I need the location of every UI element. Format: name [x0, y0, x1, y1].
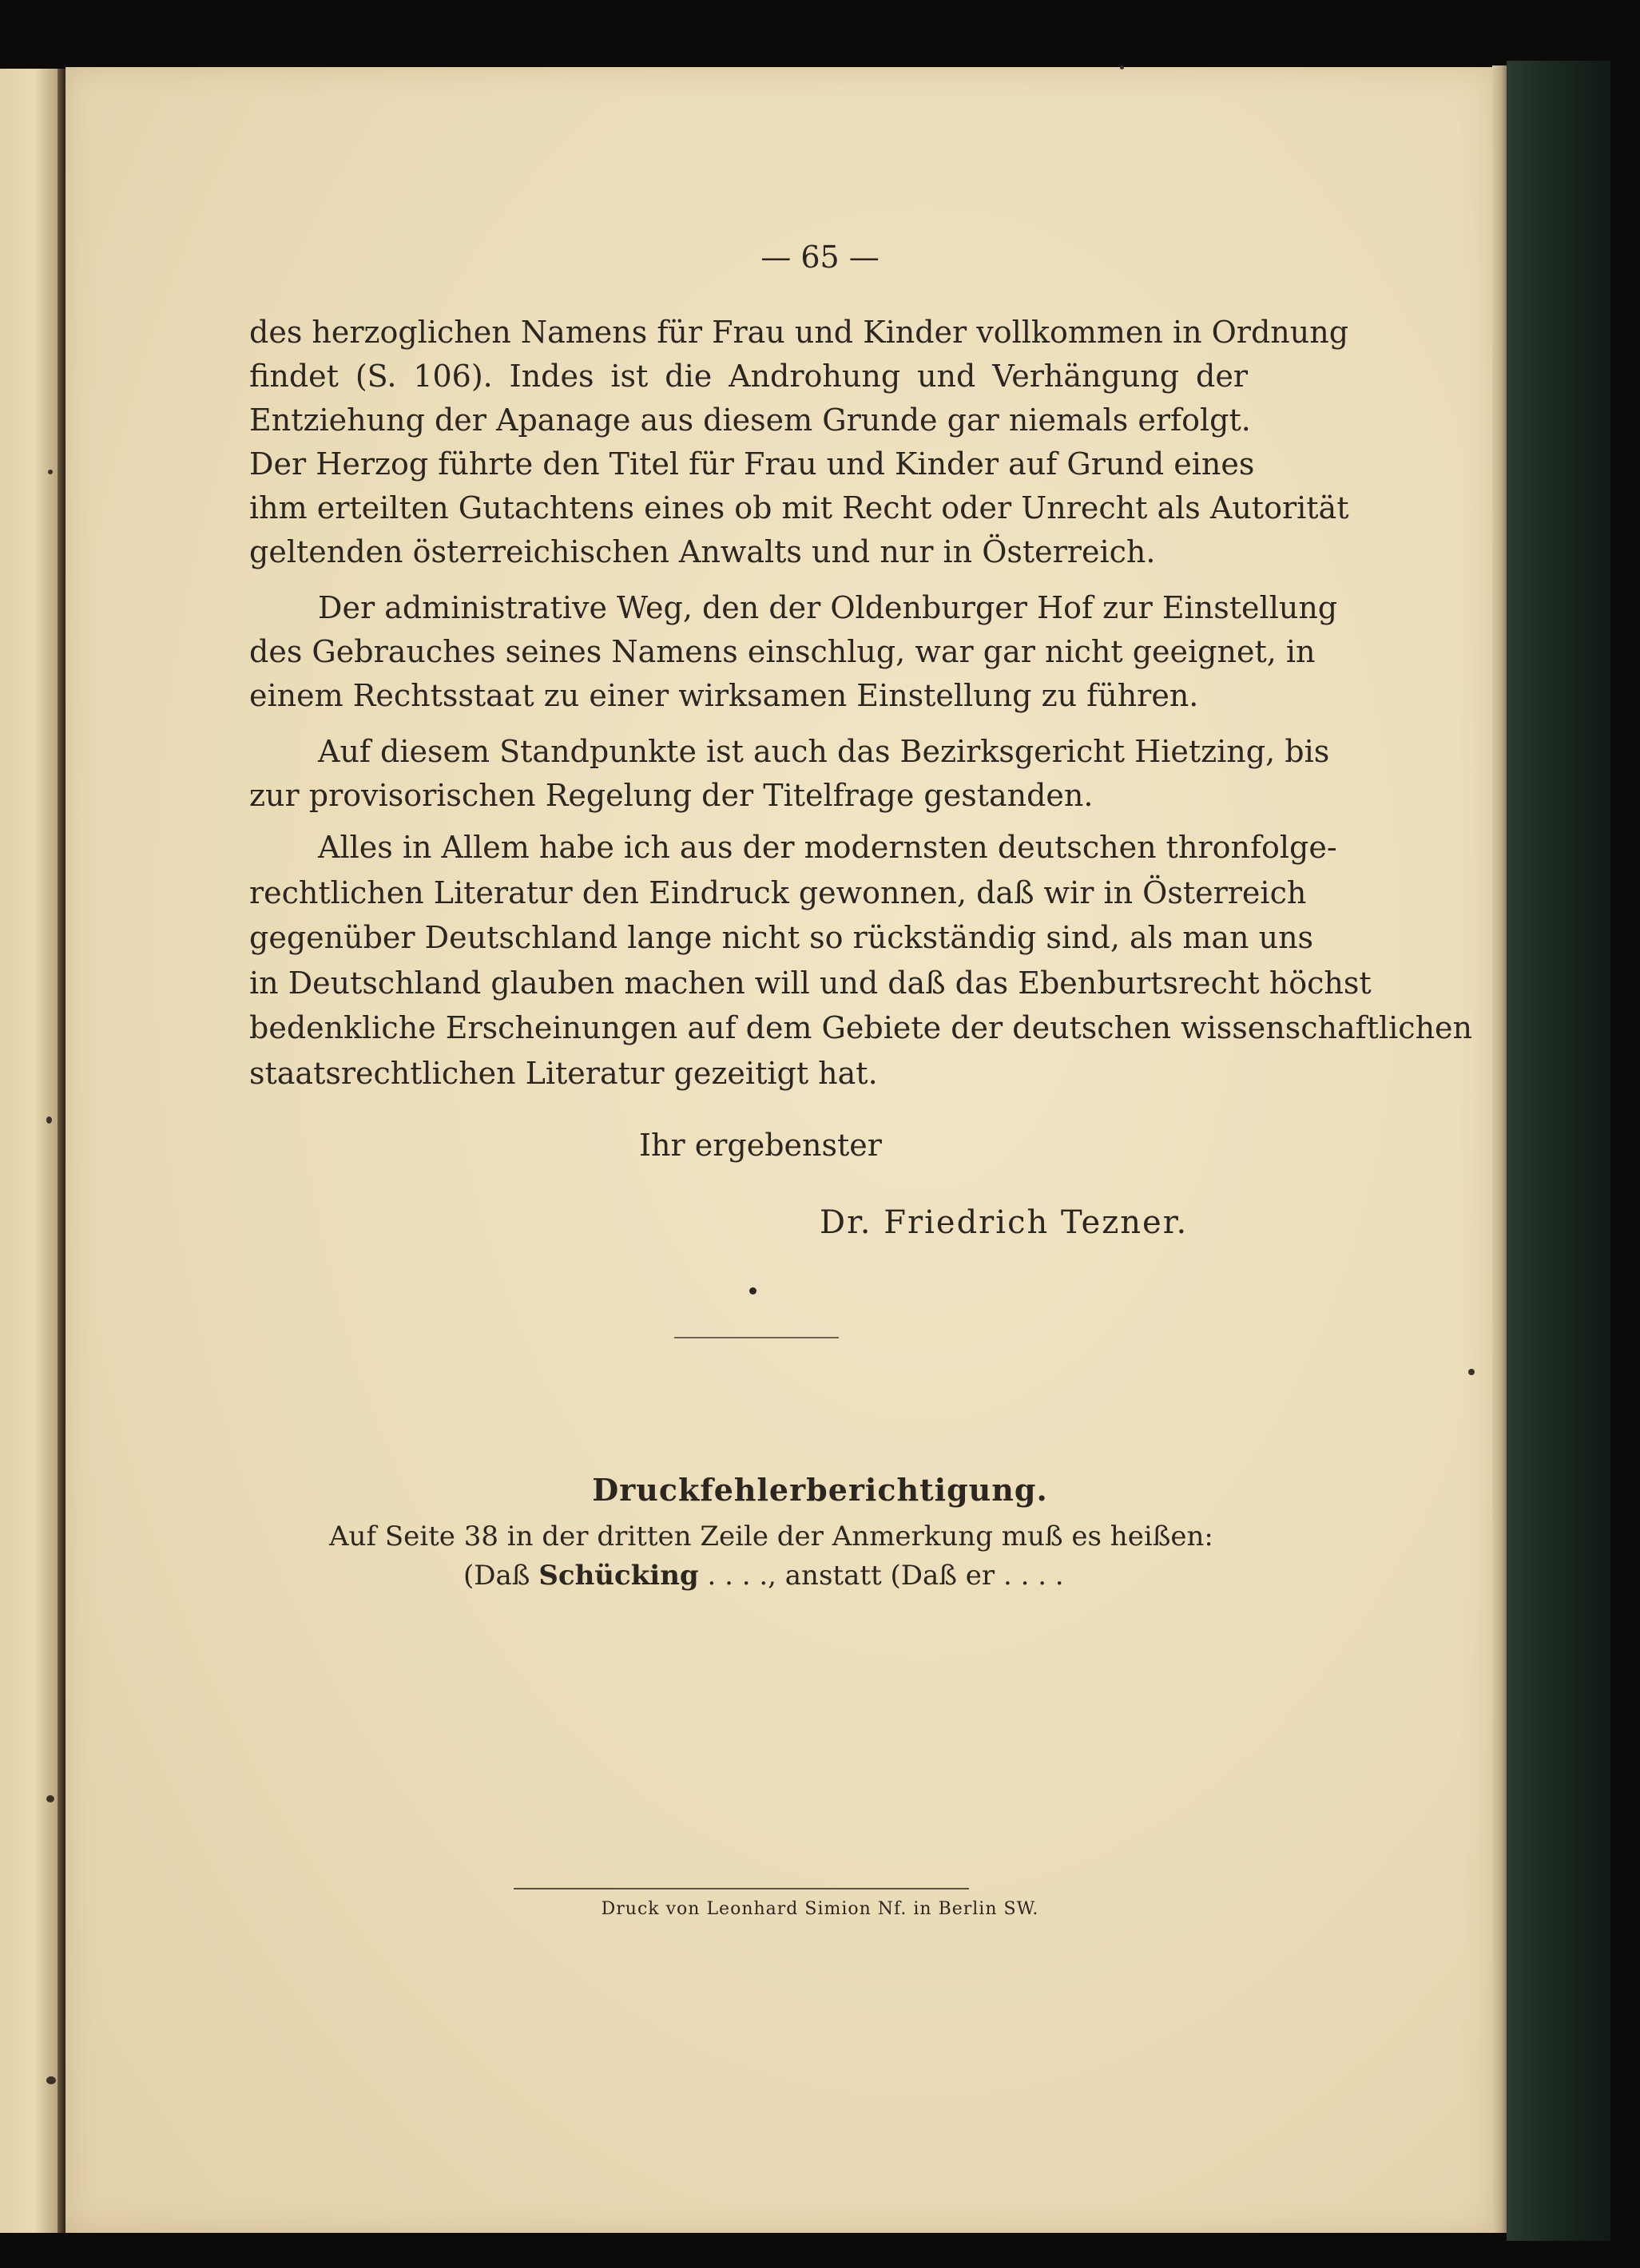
text-line: bedenkliche Erscheinungen auf dem Gebiete der deutschen wissenschaftlichen: [249, 1010, 1473, 1045]
paper-speck: [46, 2076, 56, 2084]
text-line: zur provisorischen Regelung der Titelfrage gestanden.: [249, 778, 1094, 813]
text-line: gegenüber Deutschland lange nicht so rückständig sind, als man uns: [249, 920, 1314, 955]
printer-imprint: Druck von Leonhard Simion Nf. in Berlin SW.: [601, 1899, 1039, 1919]
paper-speck: [46, 1795, 54, 1802]
text-line: in Deutschland glauben machen will und daß das Ebenburtsrecht höchst: [249, 965, 1372, 1001]
signature: Dr. Friedrich Tezner.: [820, 1204, 1189, 1241]
text-line: Der administrative Weg, den der Oldenburger Hof zur Einstellung: [318, 590, 1338, 625]
footer-rule: [514, 1888, 969, 1889]
paper-speck: [1120, 65, 1124, 69]
text-line: staatsrechtlichen Literatur gezeitigt hat.: [249, 1056, 878, 1091]
page-number: — 65 —: [760, 240, 880, 275]
paper-speck: [1468, 1369, 1475, 1375]
errata-prefix: (Daß: [463, 1560, 530, 1592]
text-line: geltenden österreichischen Anwalts und nur in Österreich.: [249, 534, 1156, 569]
errata-correction: [463, 1560, 1064, 1592]
text-line: rechtlichen Literatur den Eindruck gewonnen, daß wir in Österreich: [249, 875, 1307, 910]
ornament-dot: [749, 1287, 756, 1295]
text-line: des Gebrauches seines Namens einschlug, war gar nicht geeignet, in: [249, 634, 1316, 669]
section-divider: [674, 1337, 839, 1338]
text-line: Entziehung der Apanage aus diesem Grunde gar niemals erfolgt.: [249, 402, 1251, 438]
errata-suffix: . . . ., anstatt (Daß er . . . .: [707, 1560, 1064, 1592]
text-line: Der Herzog führte den Titel für Frau und Kinder auf Grund eines: [249, 446, 1255, 482]
paper-speck: [46, 1116, 52, 1124]
closing-salutation: Ihr ergebenster: [639, 1128, 882, 1163]
text-line: einem Rechtsstaat zu einer wirksamen Einstellung zu führen.: [249, 678, 1199, 713]
errata-emphasis: Schücking: [538, 1560, 699, 1592]
text-line: Auf diesem Standpunkte ist auch das Bezirksgericht Hietzing, bis: [318, 734, 1330, 769]
text-line: findet (S. 106). Indes ist die Androhung und Verhängung der: [249, 359, 1248, 394]
text-line: ihm erteilten Gutachtens eines ob mit Recht oder Unrecht als Autorität: [249, 490, 1349, 525]
paper-speck: [48, 470, 53, 474]
text-line: des herzoglichen Namens für Frau und Kinder vollkommen in Ordnung: [249, 315, 1349, 350]
errata-text: Auf Seite 38 in der dritten Zeile der Anmerkung muß es heißen:: [329, 1521, 1213, 1552]
text-line: Alles in Allem habe ich aus der modernsten deutschen thronfolge-: [318, 830, 1337, 865]
errata-heading: Druckfehlerberichtigung.: [592, 1472, 1048, 1508]
